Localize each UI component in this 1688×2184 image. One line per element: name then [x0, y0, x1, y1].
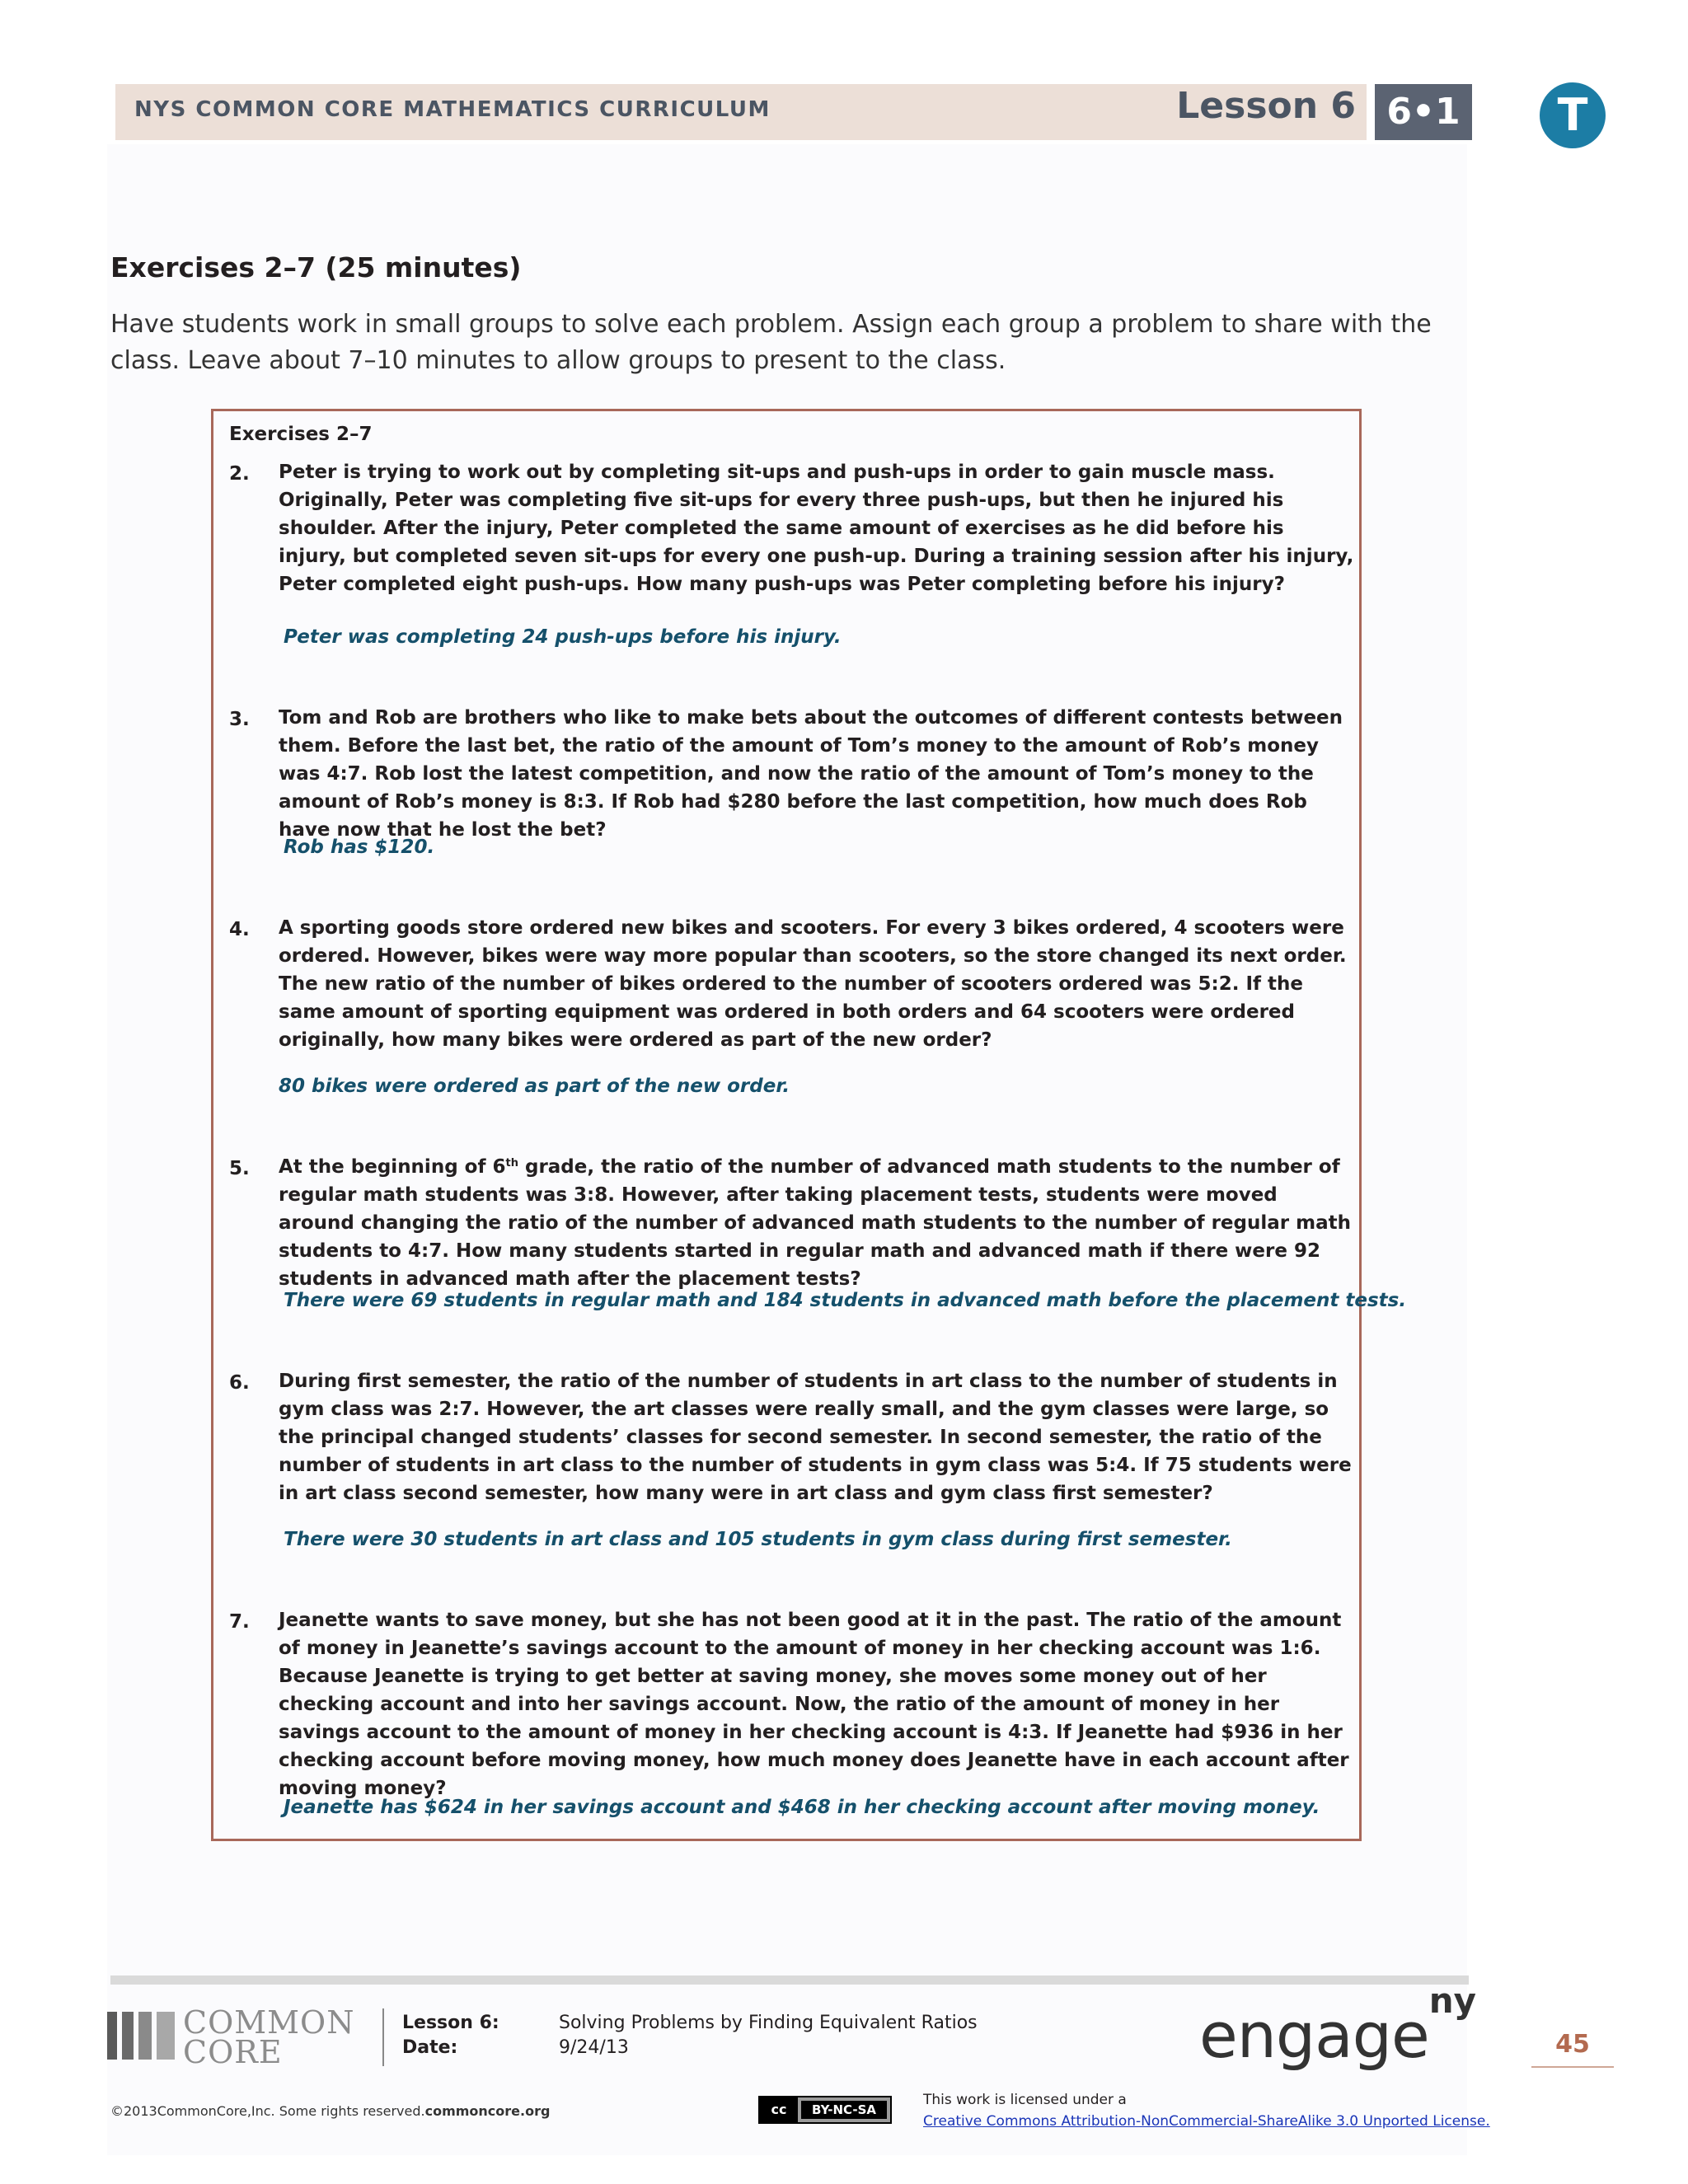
lesson-label: Lesson 6	[1176, 85, 1356, 127]
exercise-number: 3.	[229, 709, 250, 730]
engageny-logo-sup: ny	[1428, 1980, 1477, 2021]
exercise-text: During first semester, the ratio of the number of students in art class to the number of students in gym class was 2:7. However, the art classes were really small, and the gym classes were large, so the principal changed students’ classes for second semester. In second semester, the ratio of the number of students in art class to the number of students in gym class was 5:4. If 75 students were in art class second semester, how many were in art class and gym class first semester?	[279, 1371, 1352, 1504]
engageny-logo-word: engage	[1199, 1999, 1429, 2072]
section-intro: Have students work in small groups to solve each problem. Assign each group a problem to share with the class. Leave about 7–10 minutes to allow groups to present to the class.	[110, 310, 1432, 375]
cc-terms: BY-NC-SA	[801, 2101, 887, 2119]
exercise-answer: 80 bikes were ordered as part of the new order.	[279, 1076, 790, 1097]
exercises-box-heading: Exercises 2–7	[229, 424, 373, 445]
exercise-answer: There were 69 students in regular math and 184 students in advanced math before the placement tests.	[284, 1290, 1407, 1311]
common-core-logo-line1: COMMON	[183, 2004, 355, 2041]
footer-date-value: 9/24/13	[559, 2037, 629, 2058]
footer-divider	[382, 2008, 384, 2066]
creative-commons-badge-icon[interactable]	[758, 2096, 892, 2124]
section-heading: Exercises 2–7 (25 minutes)	[110, 251, 522, 284]
footer-lesson-title: Solving Problems by Finding Equivalent Ratios	[559, 2013, 978, 2033]
copyright-site: commoncore.org	[424, 2103, 551, 2119]
common-core-logo	[107, 2004, 363, 2070]
ordinal-suffix: th	[505, 1157, 518, 1169]
exercise-number: 6.	[229, 1372, 250, 1394]
curriculum-title: NYS COMMON CORE MATHEMATICS CURRICULUM	[134, 97, 771, 122]
exercise-text: Peter is trying to work out by completing sit-ups and push-ups in order to gain muscle mass. Originally, Peter was completing five sit-ups for every three push-ups, but then he injured his shoulder. After the injury, Peter completed the same amount of exercises as he did before his injury, but completed seven sit-ups for every one push-up. During a training session after his injury, Peter completed eight push-ups. How many push-ups was Peter completing before his injury?	[279, 462, 1354, 595]
engageny-logo	[1199, 1980, 1477, 2072]
page-number: 45	[1555, 2030, 1590, 2059]
exercise-text-part: At the beginning of 6	[279, 1156, 506, 1178]
exercise-text: Jeanette wants to save money, but she has not been good at it in the past. The ratio of the amount of money in Jeanette’s savings account to the amount of money in her checking account was 1:6. Because Jeanette is trying to get better at saving money, she moves some money out of her checking account and into her savings account. Now, the ratio of the amount of money in her savings account to the amount of money in her checking account is 4:3. If Jeanette had $936 in her checking account before moving money, how much money does Jeanette have in each account after moving money?	[279, 1610, 1349, 1799]
cc-circle-icon: cc	[760, 2097, 798, 2122]
teacher-icon: T	[1540, 82, 1606, 148]
exercise-answer: Rob has $120.	[284, 837, 435, 858]
common-core-logo-line2: CORE	[183, 2034, 283, 2070]
license-link[interactable]: Creative Commons Attribution-NonCommercial-ShareAlike 3.0 Unported License.	[923, 2113, 1490, 2130]
exercise-text: Tom and Rob are brothers who like to make bets about the outcomes of different contests between them. Before the last bet, the ratio of the amount of Tom’s money to the amount of Rob’s money was 4:7. Rob lost the latest competition, and now the ratio of the amount of Tom’s money to the amount of Rob’s money is 8:3. If Rob had $280 before the last competition, how much does Rob have now that he lost the bet?	[279, 707, 1343, 841]
exercise-number: 4.	[229, 919, 250, 940]
footer-rule	[110, 1975, 1469, 1985]
grade-module-badge: 6•1	[1375, 84, 1472, 140]
license-text: This work is licensed under a	[923, 2092, 1127, 2108]
exercise-number: 2.	[229, 463, 250, 485]
exercise-answer: Jeanette has $624 in her savings account and $468 in her checking account after moving money.	[284, 1797, 1320, 1818]
exercise-text-part: grade, the ratio of the number of advanced math students to the number of regular math students was 3:8. However, after taking placement tests, students were moved around changing the ratio of the number of advanced math students to the number of regular math students to 4:7. How many students started in regular math and advanced math if there were 92 students in advanced math after the placement tests?	[279, 1156, 1351, 1290]
exercise-text: A sporting goods store ordered new bikes and scooters. For every 3 bikes ordered, 4 scooters were ordered. However, bikes were way more popular than scooters, so the store changed its next order. The new ratio of the number of bikes ordered to the number of scooters ordered was 5:2. If the same amount of sporting equipment was ordered in both orders and 64 scooters were ordered originally, how many bikes were ordered as part of the new order?	[279, 917, 1347, 1051]
exercise-number: 5.	[229, 1158, 250, 1179]
exercise-number: 7.	[229, 1611, 250, 1633]
copyright-text: ©2013CommonCore,Inc. Some rights reserved.	[110, 2103, 425, 2119]
exercise-answer: Peter was completing 24 push-ups before his injury.	[284, 626, 842, 648]
footer-lesson-label: Lesson 6:	[402, 2013, 499, 2033]
footer-date-label: Date:	[402, 2037, 458, 2058]
exercise-text	[279, 1153, 1354, 1293]
page-number-rule	[1531, 2066, 1614, 2068]
exercise-answer: There were 30 students in art class and 105 students in gym class during first semester.	[284, 1529, 1232, 1550]
copyright	[110, 2103, 550, 2119]
